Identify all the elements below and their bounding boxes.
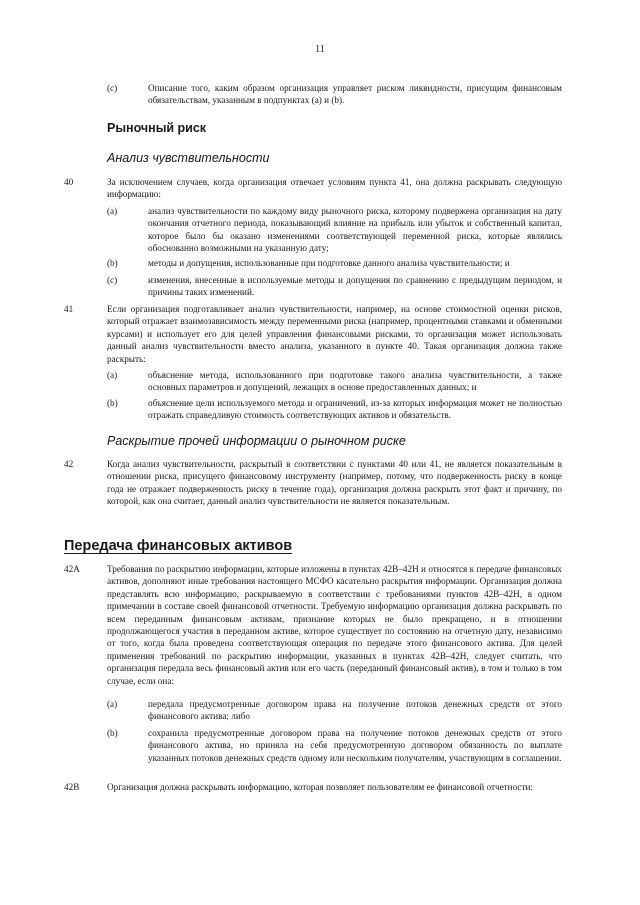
item-label: (a) (107, 699, 118, 709)
paragraph-text: Когда анализ чувствительности, раскрытый в соответствии с пунктами 40 или 41, не является показательным в отношении риска, присущего финансовому инструменту (например, потому, что подверженность риску в конце года не отражает подверженность риску в течение года), организация должна раскрыть этот факт и причину, по которой, как она считает, данный анализ чувствительности не является показательным. (107, 459, 562, 507)
item-label: (b) (107, 398, 118, 408)
item-label: (a) (107, 370, 118, 380)
paragraph-text: Если организация подготавливает анализ чувствительности, например, на основе стоимостной оценки рисков, который отражает взаимозависимость между переменными риска (например, процентными ставками и обменными курсами) и использует его для целей управления финансовыми рисками, то организация может использовать данный анализ чувствительности вместо анализа, указанного в пункте 40. Такая организация должна также раскрыть: (107, 304, 562, 364)
page-number: 11 (315, 44, 325, 55)
paragraph-text: Требования по раскрытию информации, которые изложены в пунктах 42B–42H и относятся к передаче финансовых активов, дополняют иные требования настоящего МСФО касательно раскрытия информации. Организация должна представлять всю информацию, раскрываемую в соответствии с требованиями пунктов 42B–42H, в одном примечании в составе своей финансовой отчетности. Требуемую информацию организация должна раскрывать по всем переданным финансовым активам, признание которых не было прекращено, и в отношении продолжающегося участия в переданном активе, которое существует по состоянию на отчетную дату, независимо от того, когда была проведена соответствующая операция по передаче этого финансового актива. Для целей применения требований по раскрытию информации, указанных в пунктах 42B–42H, следует считать, что организация передала весь финансовый актив или его часть (переданный финансовый актив), в том и только в том случае, если она: (107, 564, 562, 686)
paragraph-number: 41 (64, 304, 74, 314)
paragraph-text: Организация должна раскрывать информацию, которая позволяет пользователям ее финансовой отчетности: (107, 782, 533, 792)
item-label: (c) (107, 83, 118, 93)
subheading-other-disclosures: Раскрытие прочей информации о рыночном риске (107, 434, 406, 448)
item-label: (b) (107, 258, 118, 268)
item-text: объяснение цели используемого метода и ограничений, из-за которых информация может не полностью отражать справедливую стоимость соответствующих активов и обязательств. (148, 398, 562, 421)
item-text: сохранила предусмотренные договором права на получение потоков денежных средств от этого финансового актива, но приняла на себя предусмотренную договором обязанность по выплате указанных потоков денежных средств одному или нескольким получателям, участвующим в соглашении. (148, 728, 562, 763)
item-text: объяснение метода, использованного при подготовке такого анализа чувствительности, а также основных параметров и допущений, лежащих в основе предоставленных данных; и (148, 370, 562, 393)
paragraph-text: За исключением случаев, когда организация отвечает условиям пункта 41, она должна раскрывать следующую информацию: (107, 177, 562, 200)
heading-market-risk: Рыночный риск (107, 121, 207, 135)
item-text: методы и допущения, использованные при подготовке данного анализа чувствительности; и (148, 258, 510, 268)
item-text: Описание того, каким образом организация управляет риском ликвидности, присущим финансовым обязательствам, указанным в подпунктах (a) и (b). (148, 83, 562, 106)
paragraph-number: 42 (64, 459, 74, 469)
item-text: изменения, внесенные в используемые методы и допущения по сравнению с предыдущим периодом, и причины таких изменений. (148, 275, 562, 298)
paragraph-number: 40 (64, 177, 74, 187)
item-label: (c) (107, 275, 118, 285)
item-text: передала предусмотренные договором права на получение потоков денежных средств от этого финансового актива; либо (148, 699, 562, 722)
subheading-sensitivity: Анализ чувствительности (107, 151, 270, 165)
paragraph-number: 42A (64, 564, 80, 574)
item-label: (a) (107, 206, 118, 216)
item-text: анализ чувствительности по каждому виду рыночного риска, которому подвержена организация на дату окончания отчетного периода, показывающий влияние на прибыль или убыток и собственный капитал, которое было бы оказано изменениями соответствующей переменной риска, которые являлись обоснованно возможными на указанную дату; (148, 206, 562, 254)
paragraph-number: 42B (64, 782, 80, 792)
section-heading-transfer: Передача финансовых активов (64, 538, 293, 554)
item-label: (b) (107, 728, 118, 738)
